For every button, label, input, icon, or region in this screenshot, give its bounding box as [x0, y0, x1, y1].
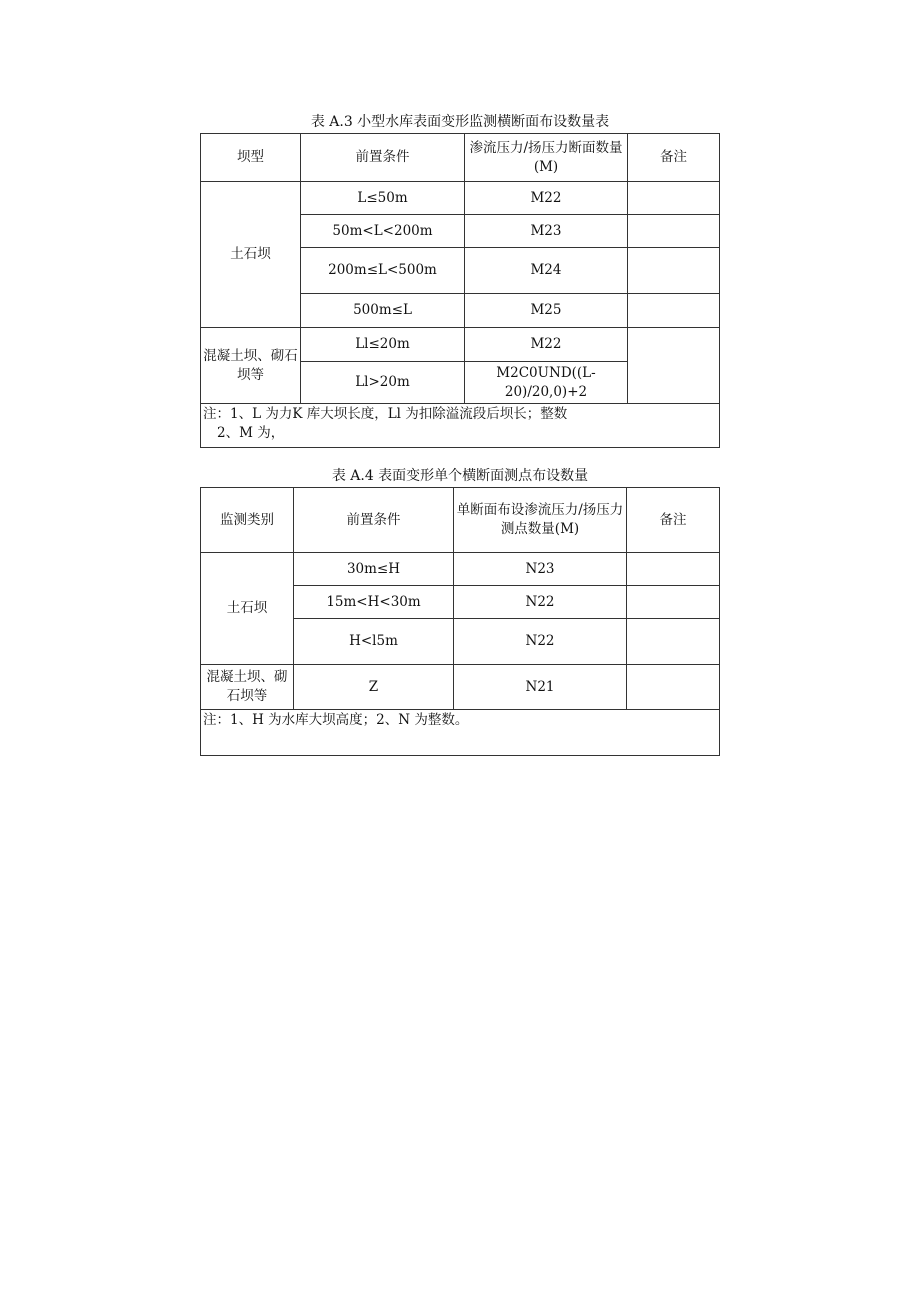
table-a3	[200, 133, 720, 448]
condition-cell: 200m≤L<500m	[301, 248, 465, 294]
header-condition: 前置条件	[301, 134, 465, 182]
condition-cell: 30m≤H	[294, 553, 454, 586]
remarks-cell	[628, 248, 720, 294]
remarks-cell	[627, 586, 720, 619]
value-cell: N22	[454, 619, 627, 665]
note-line-1: 注：1、L 为力K 库大坝长度，Ll 为扣除溢流段后坝长；整数	[203, 406, 568, 422]
table-row	[201, 328, 720, 362]
value-cell: M24	[465, 248, 628, 294]
value-cell: M25	[465, 294, 628, 328]
category-cell: 混凝土坝、砌石坝等	[201, 665, 294, 710]
remarks-cell	[628, 294, 720, 328]
table-note-row	[201, 404, 720, 448]
table-header-row	[201, 488, 720, 553]
condition-cell: Z	[294, 665, 454, 710]
header-remarks: 备注	[627, 488, 720, 553]
header-count: 单断面布设渗流压力/扬压力测点数量(M)	[454, 488, 627, 553]
condition-cell: H<l5m	[294, 619, 454, 665]
remarks-cell	[628, 182, 720, 215]
table-a3-note	[201, 404, 720, 448]
table-header-row	[201, 134, 720, 182]
table-row	[201, 182, 720, 215]
table-a4-note	[201, 710, 720, 756]
header-condition: 前置条件	[294, 488, 454, 553]
value-cell: N21	[454, 665, 627, 710]
table-a4	[200, 487, 720, 756]
table-row	[201, 665, 720, 710]
table-a3-caption: 表 A.3 小型水库表面变形监测横断面布设数量表	[310, 114, 610, 130]
value-cell: M22	[465, 328, 628, 362]
condition-cell: 500m≤L	[301, 294, 465, 328]
value-cell: M23	[465, 215, 628, 248]
value-cell: N22	[454, 586, 627, 619]
remarks-cell	[627, 553, 720, 586]
note-line-2: 2、M 为，	[217, 425, 285, 441]
condition-cell: L≤50m	[301, 182, 465, 215]
dam-type-cell: 土石坝	[201, 182, 301, 328]
header-remarks: 备注	[628, 134, 720, 182]
category-cell: 土石坝	[201, 553, 294, 665]
header-category: 监测类别	[201, 488, 294, 553]
value-cell: M22	[465, 182, 628, 215]
condition-cell: Ll≤20m	[301, 328, 465, 362]
remarks-cell	[628, 328, 720, 404]
condition-cell: 15m<H<30m	[294, 586, 454, 619]
header-dam-type: 坝型	[201, 134, 301, 182]
header-count: 渗流压力/扬压力断面数量(M)	[465, 134, 628, 182]
remarks-cell	[627, 665, 720, 710]
value-cell: M2C0UND((L-20)/20,0)+2	[465, 362, 628, 404]
note-line-1: 注：1、H 为水库大坝高度；2、N 为整数。	[203, 712, 469, 728]
table-a4-caption: 表 A.4 表面变形单个横断面测点布设数量	[331, 468, 589, 484]
table-note-row	[201, 710, 720, 756]
remarks-cell	[627, 619, 720, 665]
dam-type-cell: 混凝土坝、砌石坝等	[201, 328, 301, 404]
table-row	[201, 553, 720, 586]
remarks-cell	[628, 215, 720, 248]
condition-cell: Ll>20m	[301, 362, 465, 404]
condition-cell: 50m<L<200m	[301, 215, 465, 248]
value-cell: N23	[454, 553, 627, 586]
